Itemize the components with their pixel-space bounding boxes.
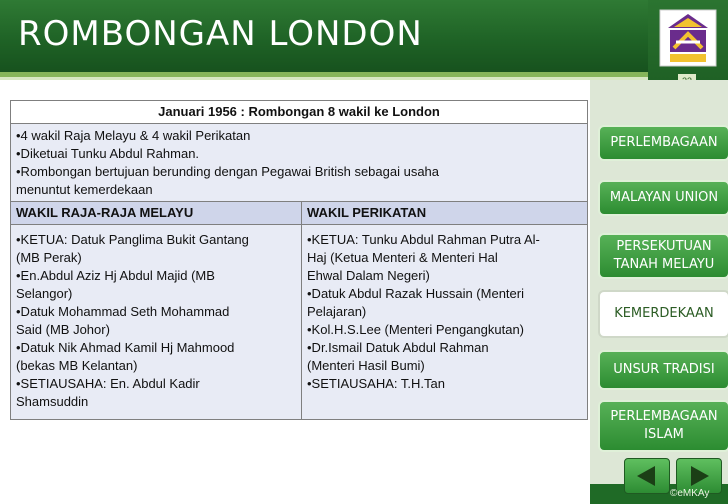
member-line: •Datuk Abdul Razak Hussain (Menteri	[307, 286, 524, 301]
column-header-perikatan: WAKIL PERIKATAN	[302, 202, 588, 225]
slide-title: ROMBONGAN LONDON	[18, 14, 423, 54]
title-stripe-light	[0, 77, 648, 80]
arrow-left-icon	[625, 459, 669, 493]
member-line: •Datuk Mohammad Seth Mohammad	[16, 304, 230, 319]
title-bar	[0, 0, 648, 72]
member-line: •En.Abdul Aziz Hj Abdul Majid (MB	[16, 268, 215, 283]
member-line: •Dr.Ismail Datuk Abdul Rahman	[307, 340, 489, 355]
nav-perlembagaan-islam-label-1: PERLEMBAGAAN	[610, 409, 718, 424]
nav-unsur-tradisi-button[interactable]	[598, 350, 728, 390]
nav-perlembagaan-label: PERLEMBAGAAN	[610, 135, 718, 150]
member-line: •KETUA: Tunku Abdul Rahman Putra Al-	[307, 232, 540, 247]
perikatan-members-cell	[302, 225, 588, 420]
summary-line: •Rombongan bertujuan berunding dengan Pegawai British sebagai usaha	[16, 164, 440, 179]
nav-perlembagaan-islam-label-2: ISLAM	[644, 427, 684, 442]
table-column-header-row	[11, 202, 588, 225]
member-line: Shamsuddin	[16, 394, 89, 409]
member-line: Selangor)	[16, 286, 73, 301]
member-line: •KETUA: Datuk Panglima Bukit Gantang	[16, 232, 249, 247]
previous-slide-button[interactable]	[624, 458, 670, 494]
member-line: Haj (Ketua Menteri & Menteri Hal	[307, 250, 498, 265]
delegation-table	[10, 100, 588, 420]
member-line: •SETIAUSAHA: T.H.Tan	[307, 376, 445, 391]
table-header: Januari 1956 : Rombongan 8 wakil ke London	[11, 101, 588, 124]
summary-line: •Diketuai Tunku Abdul Rahman.	[16, 146, 200, 161]
member-line: Said (MB Johor)	[16, 322, 110, 337]
member-line: •Kol.H.S.Lee (Menteri Pengangkutan)	[307, 322, 525, 337]
nav-persekutuan-label-2: TANAH MELAYU	[613, 257, 715, 272]
nav-kemerdekaan-button[interactable]	[598, 290, 728, 338]
member-line: Ehwal Dalam Negeri)	[307, 268, 430, 283]
summary-line: menuntut kemerdekaan	[16, 182, 153, 197]
nav-unsur-tradisi-label: UNSUR TRADISI	[613, 362, 715, 377]
member-line: Pelajaran)	[307, 304, 367, 319]
member-line: (bekas MB Kelantan)	[16, 358, 138, 373]
table-summary-row	[11, 124, 588, 202]
table-members-row	[11, 225, 588, 420]
nav-malayan-union-label: MALAYAN UNION	[609, 190, 719, 205]
summary-cell	[11, 124, 588, 202]
raja-melayu-members-cell	[11, 225, 302, 420]
nav-perlembagaan-button[interactable]	[598, 125, 728, 161]
nav-persekutuan-label-1: PERSEKUTUAN	[616, 239, 712, 254]
university-logo-icon	[658, 8, 718, 68]
member-line: (Menteri Hasil Bumi)	[307, 358, 425, 373]
member-line: •Datuk Nik Ahmad Kamil Hj Mahmood	[16, 340, 235, 355]
nav-malayan-union-button[interactable]	[598, 180, 728, 216]
nav-persekutuan-button[interactable]	[598, 233, 728, 279]
nav-perlembagaan-islam-button[interactable]	[598, 400, 728, 452]
table-header-row	[11, 101, 588, 124]
member-line: •SETIAUSAHA: En. Abdul Kadir	[16, 376, 200, 391]
member-line: (MB Perak)	[16, 250, 82, 265]
column-header-raja-melayu: WAKIL RAJA-RAJA MELAYU	[11, 202, 302, 225]
copyright-text: ©eMKAy	[670, 488, 710, 499]
summary-line: •4 wakil Raja Melayu & 4 wakil Perikatan	[16, 128, 251, 143]
nav-kemerdekaan-label: KEMERDEKAAN	[614, 306, 714, 321]
